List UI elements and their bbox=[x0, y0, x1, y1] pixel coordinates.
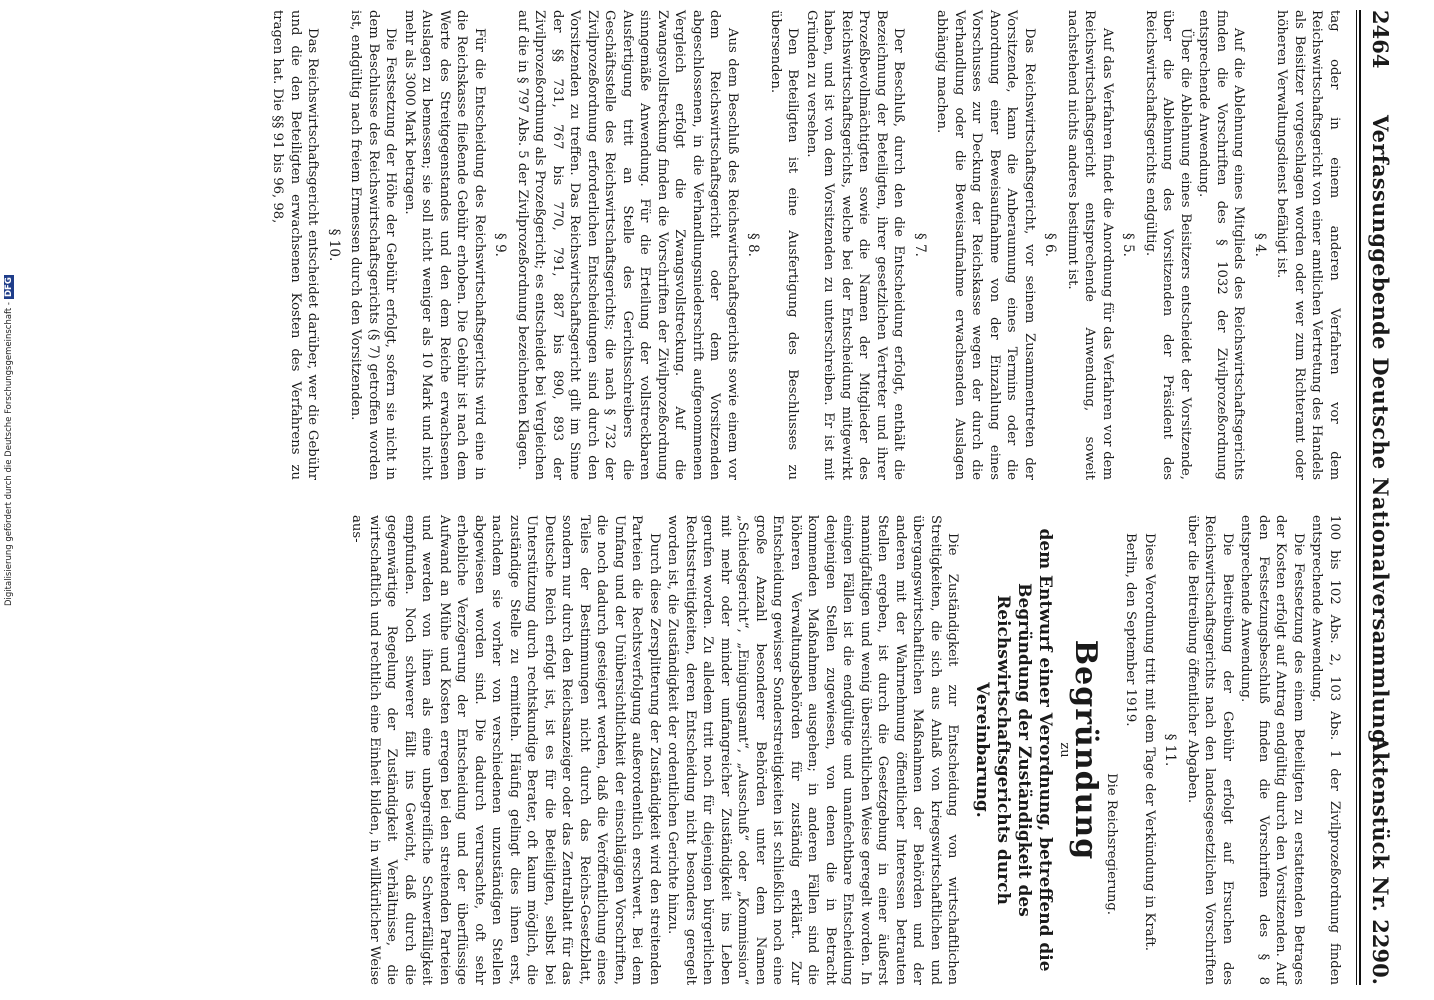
paragraph: Die Beitreibung der Gebühr erfolgt auf Ersuchen des Reichswirtschaftsgerichts nach den landesgesetzlichen Vorschriften über die Beitreibung öffentlicher Abgaben. bbox=[1185, 515, 1235, 985]
paragraph: Die Zuständigkeit zur Entscheidung von wirtschaftlichen Streitigkeiten, die sich aus Anlaß von kriegswirtschaftlichen und übergangswirtschaftlichen Maßnahmen der Behörden und der anderen mit der Wahrnehmung öffentlicher Interessen betrauten Stellen ergeben, ist durch die Gesetzgebung in einer äußerst mannigfaltigen und wenig übersichtlichen Weise geregelt worden. In einigen Fällen ist die endgültige und unanfechtbare Entscheidung denjenigen Stellen zugewiesen, von denen die in Betracht kommenden Maßnahmen ausgehen; in anderen Fällen sind die höheren Verwaltungsbehörden für zuständig erklärt. Zur Entscheidung gewisser Sonderstreitigkeiten ist schließlich noch eine große Anzahl besonderer Behörden unter dem Namen „Schiedsgericht“, „Einigungsamt“, „Ausschuß“ oder „Kommission“ mit mehr oder minder umfangreicher Zuständigkeit ins Leben gerufen worden. Zu alledem tritt noch für diejenigen bürgerlichen Rechtsstreitigkeiten, deren Entscheidung nicht besonders geregelt worden ist, die Zuständigkeit der ordentlichen Gerichte hinzu. bbox=[665, 515, 961, 985]
credit-text: Digitalisierung gefördert durch die Deutsche Forschungsgemeinschaft - bbox=[4, 302, 14, 606]
header-rule bbox=[1359, 10, 1361, 985]
rotated-page bbox=[85, 10, 1395, 985]
section-heading: § 7. bbox=[912, 233, 928, 257]
page-number: 2464 bbox=[1368, 10, 1393, 69]
signature: Die Reichsregierung. bbox=[1104, 773, 1119, 915]
running-title: Verfassunggebende Deutsche Nationalversammlung. bbox=[1368, 115, 1393, 752]
section-subtitle: dem Entwurf einer Verordnung, betreffend die Begründung der Zuständigkeit des Reichswirtschaftsgerichts durch Vereinbarung. bbox=[972, 528, 1056, 972]
section-heading: § 11. bbox=[1162, 733, 1179, 767]
paragraph: Für die Entscheidung des Reichswirtschaftsgerichts wird eine in die Reichskasse fließende Gebühr erhoben. Die Gebühr ist nach dem Werte des Streitgegenstandes und den dem Reiche erwachsenen Auslagen zu bemessen; sie soll nicht weniger als 10 Mark und nicht mehr als 3000 Mark betragen. bbox=[402, 10, 487, 480]
dfg-logo: DFG bbox=[4, 277, 14, 298]
dateline: Berlin, den September 1919. bbox=[1123, 533, 1139, 727]
paragraph: Diese Verordnung tritt mit dem Tage der Verkündung in Kraft. bbox=[1142, 533, 1157, 951]
right-column bbox=[347, 515, 1343, 985]
paragraph: Auf das Verfahren findet die Anordnung für das Verfahren vor dem Reichswirtschaftsgericht entsprechende Anwendung, soweit nachstehend nichts anderes bestimmt ist. bbox=[1065, 10, 1115, 480]
left-column bbox=[268, 10, 1343, 480]
paragraph: Die Festsetzung der Höhe der Gebühr erfolgt, sofern sie nicht in dem Beschlusse des Reichswirtschaftsgerichts (§ 7) getroffen worden ist, endgültig nach freiem Ermessen durch den Vorsitzenden. bbox=[348, 10, 399, 480]
section-heading: § 5. bbox=[1120, 233, 1137, 257]
paragraph: Über die Ablehnung eines Beisitzers entscheidet der Vorsitzende, über die Ablehnung des Vorsitzenden der Präsident des Reichswirtschaftsgerichts endgültig. bbox=[1143, 10, 1193, 480]
section-heading: § 6. bbox=[1042, 233, 1059, 257]
header-rule-thin bbox=[1356, 10, 1357, 985]
section-heading: § 9. bbox=[492, 233, 509, 257]
paragraph: Aus dem Beschluß des Reichswirtschaftsgerichts sowie einem vor dem Reichswirtschaftsgericht oder dem Vorsitzenden abgeschlossenen, in die Verhandlungsniederschrift aufgenommenen Vergleich erfolgt die Zwangsvollstreckung. Auf die Zwangsvollstreckung finden die Vorschriften der Zivilprozeßordnung sinngemäße Anwendung. Für die Erteilung der vollstreckbaren Ausfertigung tritt an Stelle des Gerichtsschreibers die Geschäftsstelle des Reichswirtschaftsgerichts; die nach § 732 der Zivilprozeßordnung erforderlichen Entscheidungen sind durch den Vorsitzenden zu treffen. Das Reichswirtschaftsgericht gilt im Sinne der §§ 731, 767 bis 770, 791, 887 bis 890, 893 der Zivilprozeßordnung als Prozeßgericht; es entscheidet bei Vergleichen auf die in § 797 Abs. 5 der Zivilprozeßordnung bezeichneten Klagen. bbox=[515, 10, 740, 480]
paragraph: Auf die Ablehnung eines Mitglieds des Reichswirtschaftsgerichts finden die Vorschriften des § 1032 der Zivilprozeßordnung entsprechende Anwendung. bbox=[1196, 10, 1247, 480]
paragraph: Die Festsetzung des einem Beteiligten zu erstattenden Betrages der Kosten erfolgt auf Antrag endgültig durch den Vorsitzenden. Auf den Festsetzungsbeschluß finden die Vorschriften des § 8 entsprechende Anwendung. bbox=[1238, 515, 1306, 985]
section-title: Begründung bbox=[1068, 639, 1104, 861]
paragraph: 100 bis 102 Abs. 2, 103 Abs. 1 der Zivilprozeßordnung finden entsprechende Anwendung. bbox=[1309, 515, 1342, 985]
section-heading: § 10. bbox=[326, 228, 342, 262]
page-header bbox=[1361, 10, 1395, 985]
paragraph: Durch diese Zersplitterung der Zuständigkeit wird den streitenden Parteien die Rechtsverfolgung außerordentlich erschwert. Bei dem Umfang und der Unübersichtlichkeit der einschlägigen Vorschriften, die noch dadurch gesteigert werden, daß die Veröffentlichung eines Teiles der Bestimmungen nicht durch das Reichs-Gesetzblatt, sondern nur durch den Reichsanzeiger oder das Zentralblatt für das Deutsche Reich erfolgt ist, ist es für die Beteiligten, selbst bei Unterstützung durch rechtskundige Berater, oft kaum möglich, die zuständige Stelle zu ermitteln. Häufig gelingt dies ihnen erst, nachdem sie vorher von verschiedenen unzuständigen Stellen abgewiesen worden sind. Die dadurch verursachte, oft sehr erhebliche Verzögerung der Entscheidung und der überflüssige Aufwand an Mühe und Kosten erregen bei den streitenden Parteien und werden von ihnen als eine unbegreifliche Schwerfälligkeit empfunden. Noch schwerer fällt ins Gewicht, daß durch die gegenwärtige Regelung der Zuständigkeit Verhältnisse, die wirtschaftlich und rechtlich eine Einheit bilden, in willkürlicher Weise aus- bbox=[349, 515, 662, 985]
section-heading: § 4. bbox=[1252, 233, 1268, 257]
paragraph: tag oder in einem anderen Verfahren vor dem Reichswirtschaftsgericht von einer amtlichen Vertretung des Handels als Beisitzer vorgeschlagen worden oder wer zum Richteramt oder höheren Verwaltungsdienst befähigt ist. bbox=[1274, 10, 1342, 480]
paragraph: Das Reichswirtschaftsgericht entscheidet darüber, wer die Gebühr und die den Beteiligten erwachsenen Kosten des Verfahrens zu tragen hat. Die §§ 91 bis 96, 98, bbox=[270, 10, 321, 480]
digitization-credit bbox=[4, 275, 14, 606]
paragraph: Das Reichswirtschaftsgericht, vor seinem Zusammentreten der Vorsitzende, kann die Anberaumung eines Termins oder die Anordnung einer Beweisaufnahme von der Einzahlung eines Vorschusses zur Deckung der Reichskasse wegen der durch die Verhandlung oder die Beweisaufnahme erwachsenden Auslagen abhängig machen. bbox=[934, 10, 1037, 480]
paragraph: Der Beschluß, durch den die Entscheidung erfolgt, enthält die Bezeichnung der Beteiligten, ihrer gesetzlichen Vertreter und ihrer Prozeßbevollmächtigten sowie die Namen der Mitglieder des Reichswirtschaftsgerichts, welche bei der Entscheidung mitgewirkt haben, und ist von dem Vorsitzenden zu unterschreiben. Er ist mit Gründen zu versehen. bbox=[804, 10, 907, 480]
document-number: Aktenstück Nr. 2290. bbox=[1368, 735, 1393, 985]
paragraph: Den Beteiligten ist eine Ausfertigung des Beschlusses zu übersenden. bbox=[768, 10, 801, 480]
section-title-connector: zu bbox=[1057, 742, 1072, 758]
section-heading: § 8. bbox=[745, 233, 762, 257]
